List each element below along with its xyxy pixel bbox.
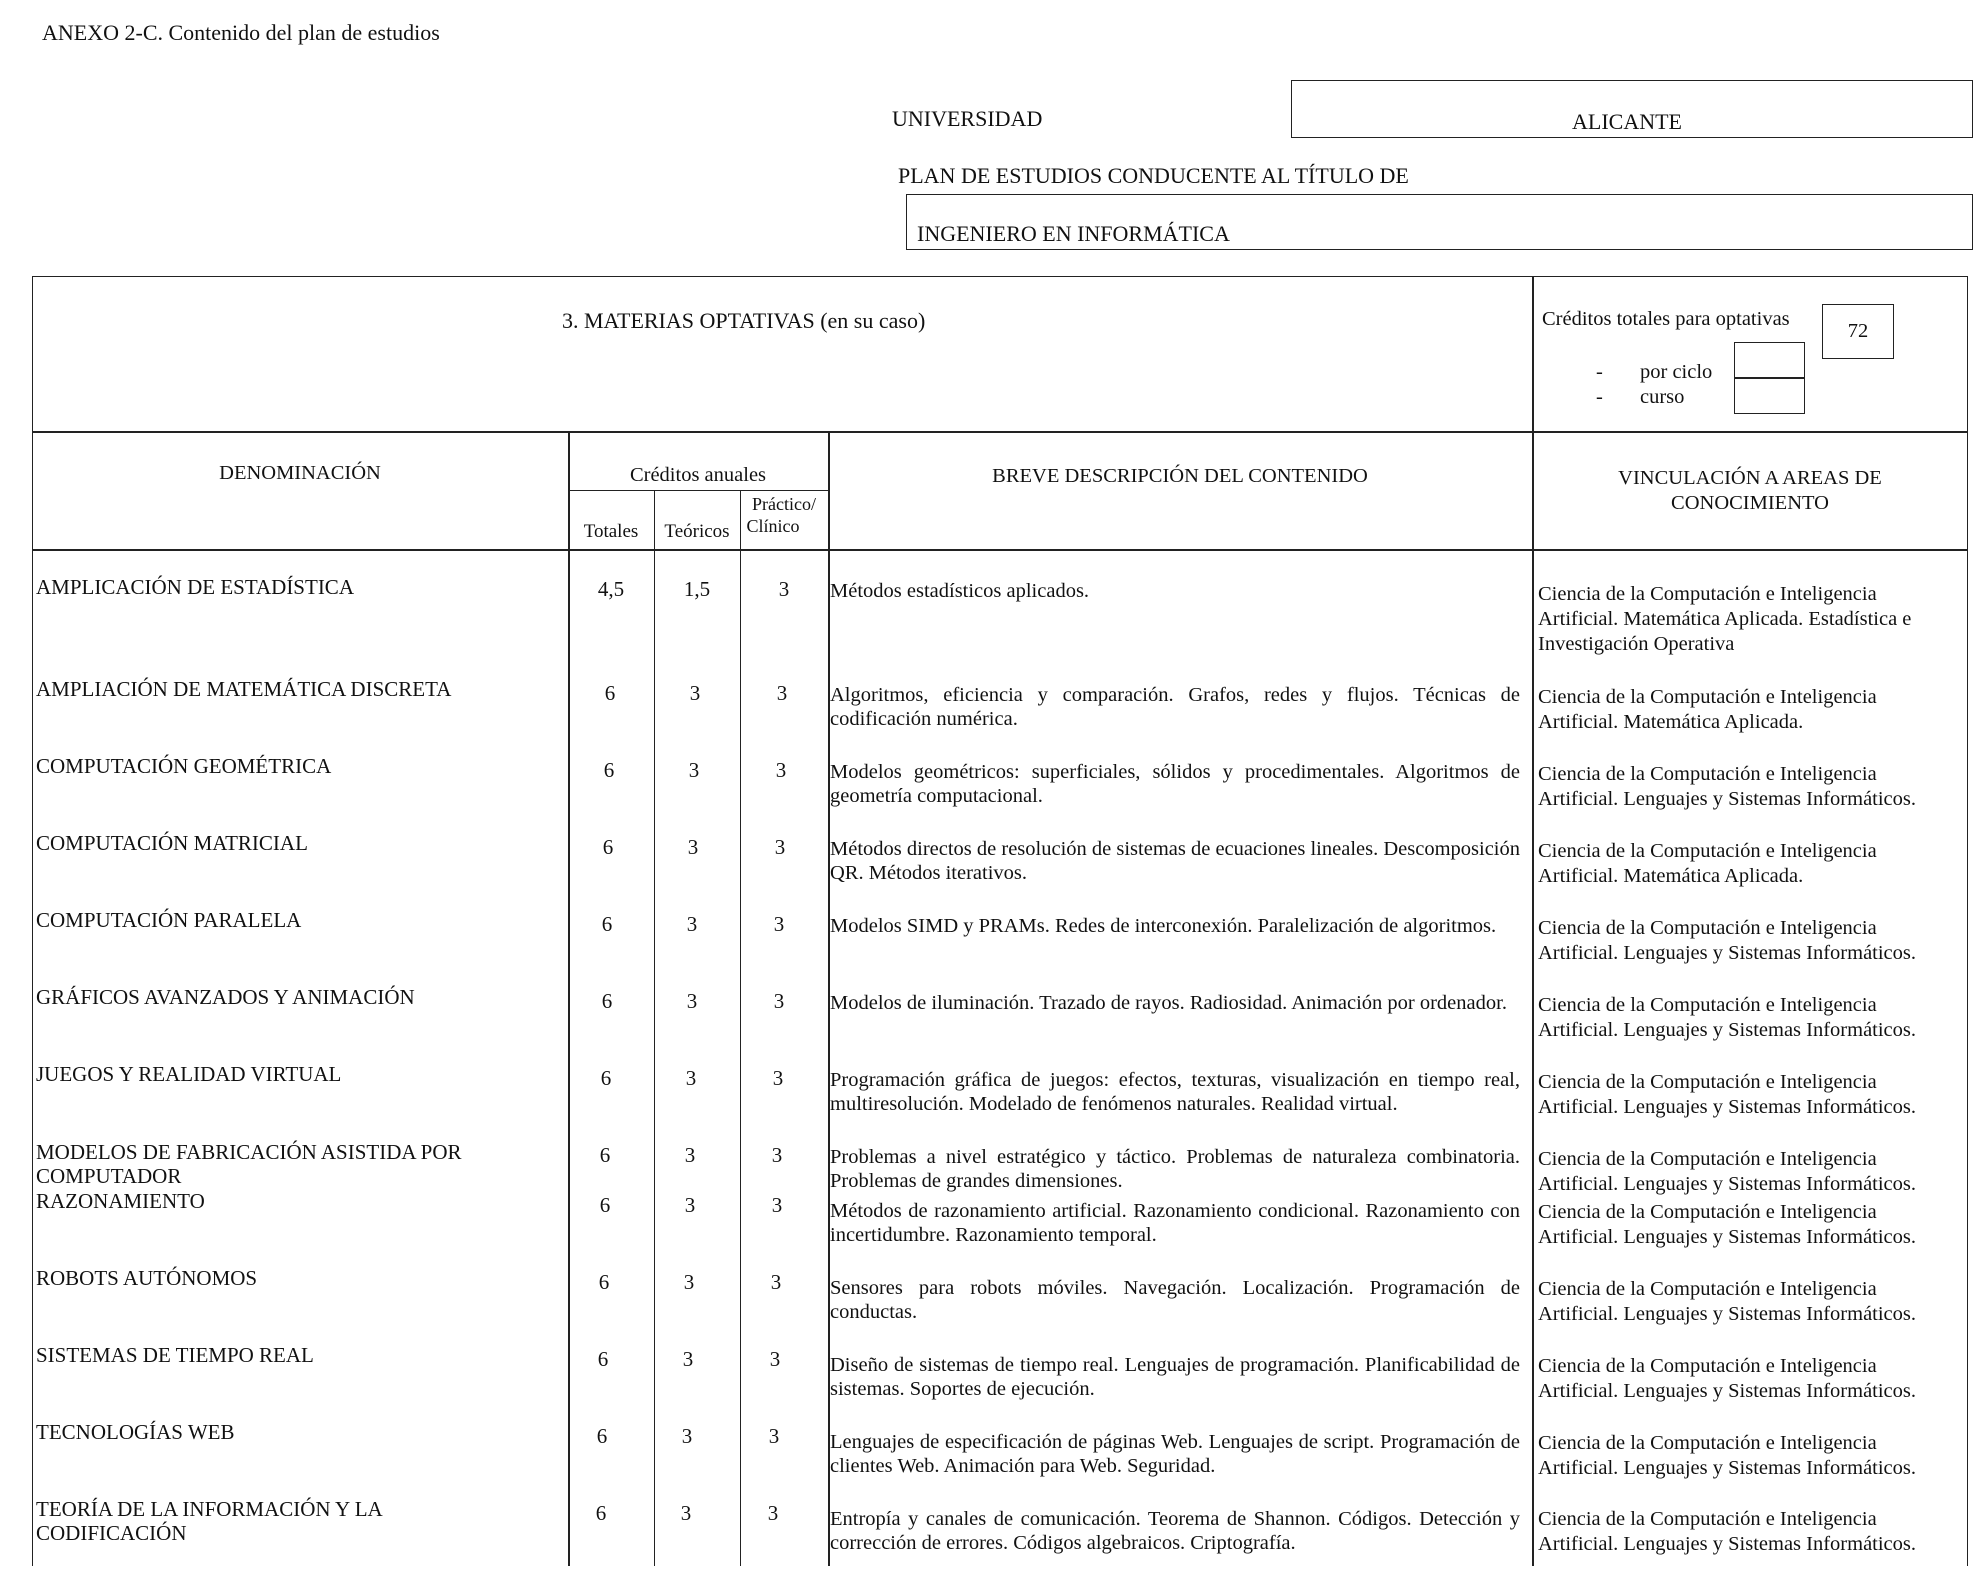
table-row-name: TECNOLOGÍAS WEB (36, 1420, 235, 1444)
table-row-name-cont: COMPUTADOR (36, 1164, 182, 1188)
table-cell-practice: 3 (769, 1347, 781, 1371)
table-cell-practice: 3 (770, 1270, 782, 1294)
table-cell-practice: 3 (775, 758, 787, 782)
credits-total-box (1822, 304, 1894, 359)
table-cell-practice: 3 (776, 681, 788, 705)
table-cell-totals: 6 (601, 912, 613, 936)
table-cell-totals: 6 (604, 681, 616, 705)
table-cell-practice: 3 (771, 1193, 783, 1217)
col-header-practice-2: Clínico (746, 516, 800, 536)
table-cell-area: Ciencia de la Computación e Inteligencia Artificial. Matemática Aplicada. Estadística e Investigación Operativa (1538, 583, 1912, 655)
table-row-name: ROBOTS AUTÓNOMOS (36, 1266, 258, 1290)
header-divider (32, 549, 1968, 551)
table-cell-area: Ciencia de la Computación e Inteligencia Artificial. Matemática Aplicada. (1538, 840, 1877, 887)
table-cell-totals: 6 (600, 1066, 612, 1090)
table-cell-practice: 3 (772, 1066, 784, 1090)
table-cell-totals: 6 (601, 989, 613, 1013)
col-header-totals: Totales (583, 521, 639, 542)
table-cell-theory: 3 (687, 835, 699, 859)
col-header-description: BREVE DESCRIPCIÓN DEL CONTENIDO (992, 465, 1368, 487)
table-cell-description: Modelos geométricos: superficiales, sólidos y procedimentales. Algoritmos de geometría computacional. (830, 761, 1520, 807)
course-dash: - (1596, 386, 1603, 408)
table-cell-description: Modelos de iluminación. Trazado de rayos. Radiosidad. Animación por ordenador. (830, 992, 1507, 1014)
section-divider (32, 431, 1968, 433)
table-cell-description: Entropía y canales de comunicación. Teorema de Shannon. Códigos. Detección y corrección de errores. Códigos algebraicos. Criptografía. (830, 1508, 1520, 1554)
table-cell-description: Algoritmos, eficiencia y comparación. Grafos, redes y flujos. Técnicas de codificación numérica. (830, 684, 1520, 730)
col-header-areas-2: CONOCIMIENTO (1671, 492, 1829, 514)
table-row-name: AMPLICACIÓN DE ESTADÍSTICA (36, 575, 354, 599)
table-cell-theory: 3 (680, 1501, 692, 1525)
table-cell-totals: 6 (595, 1501, 607, 1525)
table-cell-area: Ciencia de la Computación e Inteligencia Artificial. Lenguajes y Sistemas Informáticos. (1538, 994, 1917, 1041)
table-cell-practice: 3 (778, 577, 790, 601)
table-cell-theory: 3 (683, 1270, 695, 1294)
table-cell-totals: 6 (598, 1270, 610, 1294)
table-cell-totals: 6 (596, 1424, 608, 1448)
col-header-theory: Teóricos (664, 521, 730, 542)
col-header-name: DENOMINACIÓN (219, 462, 381, 484)
table-cell-theory: 3 (682, 1347, 694, 1371)
table-cell-theory: 3 (689, 681, 701, 705)
table-cell-totals: 6 (599, 1193, 611, 1217)
table-cell-theory: 1,5 (683, 577, 711, 601)
table-cell-totals: 6 (597, 1347, 609, 1371)
credits-total-value: 72 (1847, 320, 1869, 342)
course-label: curso (1640, 386, 1685, 408)
table-cell-description: Problemas a nivel estratégico y táctico. Problemas de naturaleza combinatoria. Problemas de grandes dimensiones. (830, 1146, 1520, 1192)
table-cell-area: Ciencia de la Computación e Inteligencia Artificial. Lenguajes y Sistemas Informáticos. (1538, 917, 1917, 964)
table-cell-totals: 4,5 (597, 577, 625, 601)
table-cell-area: Ciencia de la Computación e Inteligencia Artificial. Lenguajes y Sistemas Informáticos. (1538, 1278, 1917, 1325)
table-cell-area: Ciencia de la Computación e Inteligencia Artificial. Lenguajes y Sistemas Informáticos. (1538, 1201, 1917, 1248)
cycle-course-divider (1735, 377, 1804, 379)
section-title: 3. MATERIAS OPTATIVAS (en su caso) (562, 308, 926, 333)
table-row-name: RAZONAMIENTO (36, 1189, 205, 1213)
table-cell-description: Diseño de sistemas de tiempo real. Lenguajes de programación. Planificabilidad de sistemas. Soportes de ejecución. (830, 1354, 1520, 1400)
table-cell-description: Sensores para robots móviles. Navegación. Localización. Programación de conductas. (830, 1277, 1520, 1323)
table-cell-practice: 3 (773, 912, 785, 936)
table-cell-area: Ciencia de la Computación e Inteligencia Artificial. Lenguajes y Sistemas Informáticos. (1538, 1071, 1917, 1118)
table-cell-totals: 6 (602, 835, 614, 859)
annex-title: ANEXO 2-C. Contenido del plan de estudios (42, 20, 440, 45)
table-cell-area: Ciencia de la Computación e Inteligencia Artificial. Lenguajes y Sistemas Informáticos. (1538, 1508, 1917, 1555)
table-cell-description: Lenguajes de especificación de páginas Web. Lenguajes de script. Programación de clientes Web. Animación para Web. Seguridad. (830, 1431, 1520, 1477)
table-cell-theory: 3 (686, 989, 698, 1013)
table-cell-practice: 3 (774, 835, 786, 859)
university-value: ALICANTE (1572, 109, 1682, 134)
table-cell-theory: 3 (685, 1066, 697, 1090)
table-cell-description: Modelos SIMD y PRAMs. Redes de interconexión. Paralelización de algoritmos. (830, 915, 1497, 937)
table-cell-practice: 3 (771, 1143, 783, 1167)
table-cell-description: Programación gráfica de juegos: efectos, texturas, visualización en tiempo real, multiresolución. Modelado de fenómenos naturales. Realidad virtual. (830, 1069, 1520, 1115)
table-cell-theory: 3 (686, 912, 698, 936)
table-cell-practice: 3 (767, 1501, 779, 1525)
col-line-theory (654, 490, 655, 1566)
credits-subdivider (568, 490, 828, 491)
table-row-name: TEORÍA DE LA INFORMACIÓN Y LA (36, 1497, 383, 1521)
table-row-name: MODELOS DE FABRICACIÓN ASISTIDA POR (36, 1140, 462, 1164)
cycle-course-box (1734, 342, 1805, 414)
table-row-name: COMPUTACIÓN PARALELA (36, 908, 302, 932)
table-cell-area: Ciencia de la Computación e Inteligencia Artificial. Lenguajes y Sistemas Informáticos. (1538, 1148, 1917, 1195)
table-row-name: COMPUTACIÓN GEOMÉTRICA (36, 754, 332, 778)
table-cell-theory: 3 (684, 1193, 696, 1217)
table-cell-area: Ciencia de la Computación e Inteligencia Artificial. Matemática Aplicada. (1538, 686, 1877, 733)
table-row-name: COMPUTACIÓN MATRICIAL (36, 831, 308, 855)
university-box (1291, 80, 1973, 138)
table-row-name: AMPLIACIÓN DE MATEMÁTICA DISCRETA (36, 677, 452, 701)
degree-value: INGENIERO EN INFORMÁTICA (917, 221, 1230, 246)
table-row-name: SISTEMAS DE TIEMPO REAL (36, 1343, 314, 1367)
table-cell-totals: 6 (599, 1143, 611, 1167)
table-row-name: GRÁFICOS AVANZADOS Y ANIMACIÓN (36, 985, 415, 1009)
table-cell-description: Métodos estadísticos aplicados. (830, 580, 1090, 602)
table-row-name-cont: CODIFICACIÓN (36, 1521, 187, 1545)
university-label: UNIVERSIDAD (892, 106, 1043, 131)
table-cell-practice: 3 (773, 989, 785, 1013)
table-cell-area: Ciencia de la Computación e Inteligencia Artificial. Lenguajes y Sistemas Informáticos. (1538, 763, 1917, 810)
per-cycle-label: por ciclo (1640, 361, 1713, 383)
table-cell-totals: 6 (603, 758, 615, 782)
credits-total-label: Créditos totales para optativas (1542, 308, 1790, 330)
col-header-areas-1: VINCULACIÓN A AREAS DE (1618, 467, 1882, 489)
table-cell-area: Ciencia de la Computación e Inteligencia Artificial. Lenguajes y Sistemas Informáticos. (1538, 1432, 1917, 1479)
per-cycle-dash: - (1596, 361, 1603, 383)
table-cell-theory: 3 (681, 1424, 693, 1448)
col-header-practice-1: Práctico/ (752, 494, 816, 514)
plan-label: PLAN DE ESTUDIOS CONDUCENTE AL TÍTULO DE (898, 163, 1409, 188)
table-cell-description: Métodos directos de resolución de sistemas de ecuaciones lineales. Descomposición QR. Métodos iterativos. (830, 838, 1520, 884)
degree-box (906, 194, 1973, 250)
table-row-name: JUEGOS Y REALIDAD VIRTUAL (36, 1062, 342, 1086)
col-header-credits: Créditos anuales (629, 464, 767, 486)
col-line-practice (740, 490, 741, 1566)
table-cell-description: Métodos de razonamiento artificial. Razonamiento condicional. Razonamiento con incertidumbre. Razonamiento temporal. (830, 1200, 1520, 1246)
table-cell-theory: 3 (684, 1143, 696, 1167)
table-cell-practice: 3 (768, 1424, 780, 1448)
table-cell-theory: 3 (688, 758, 700, 782)
table-cell-area: Ciencia de la Computación e Inteligencia Artificial. Lenguajes y Sistemas Informáticos. (1538, 1355, 1917, 1402)
